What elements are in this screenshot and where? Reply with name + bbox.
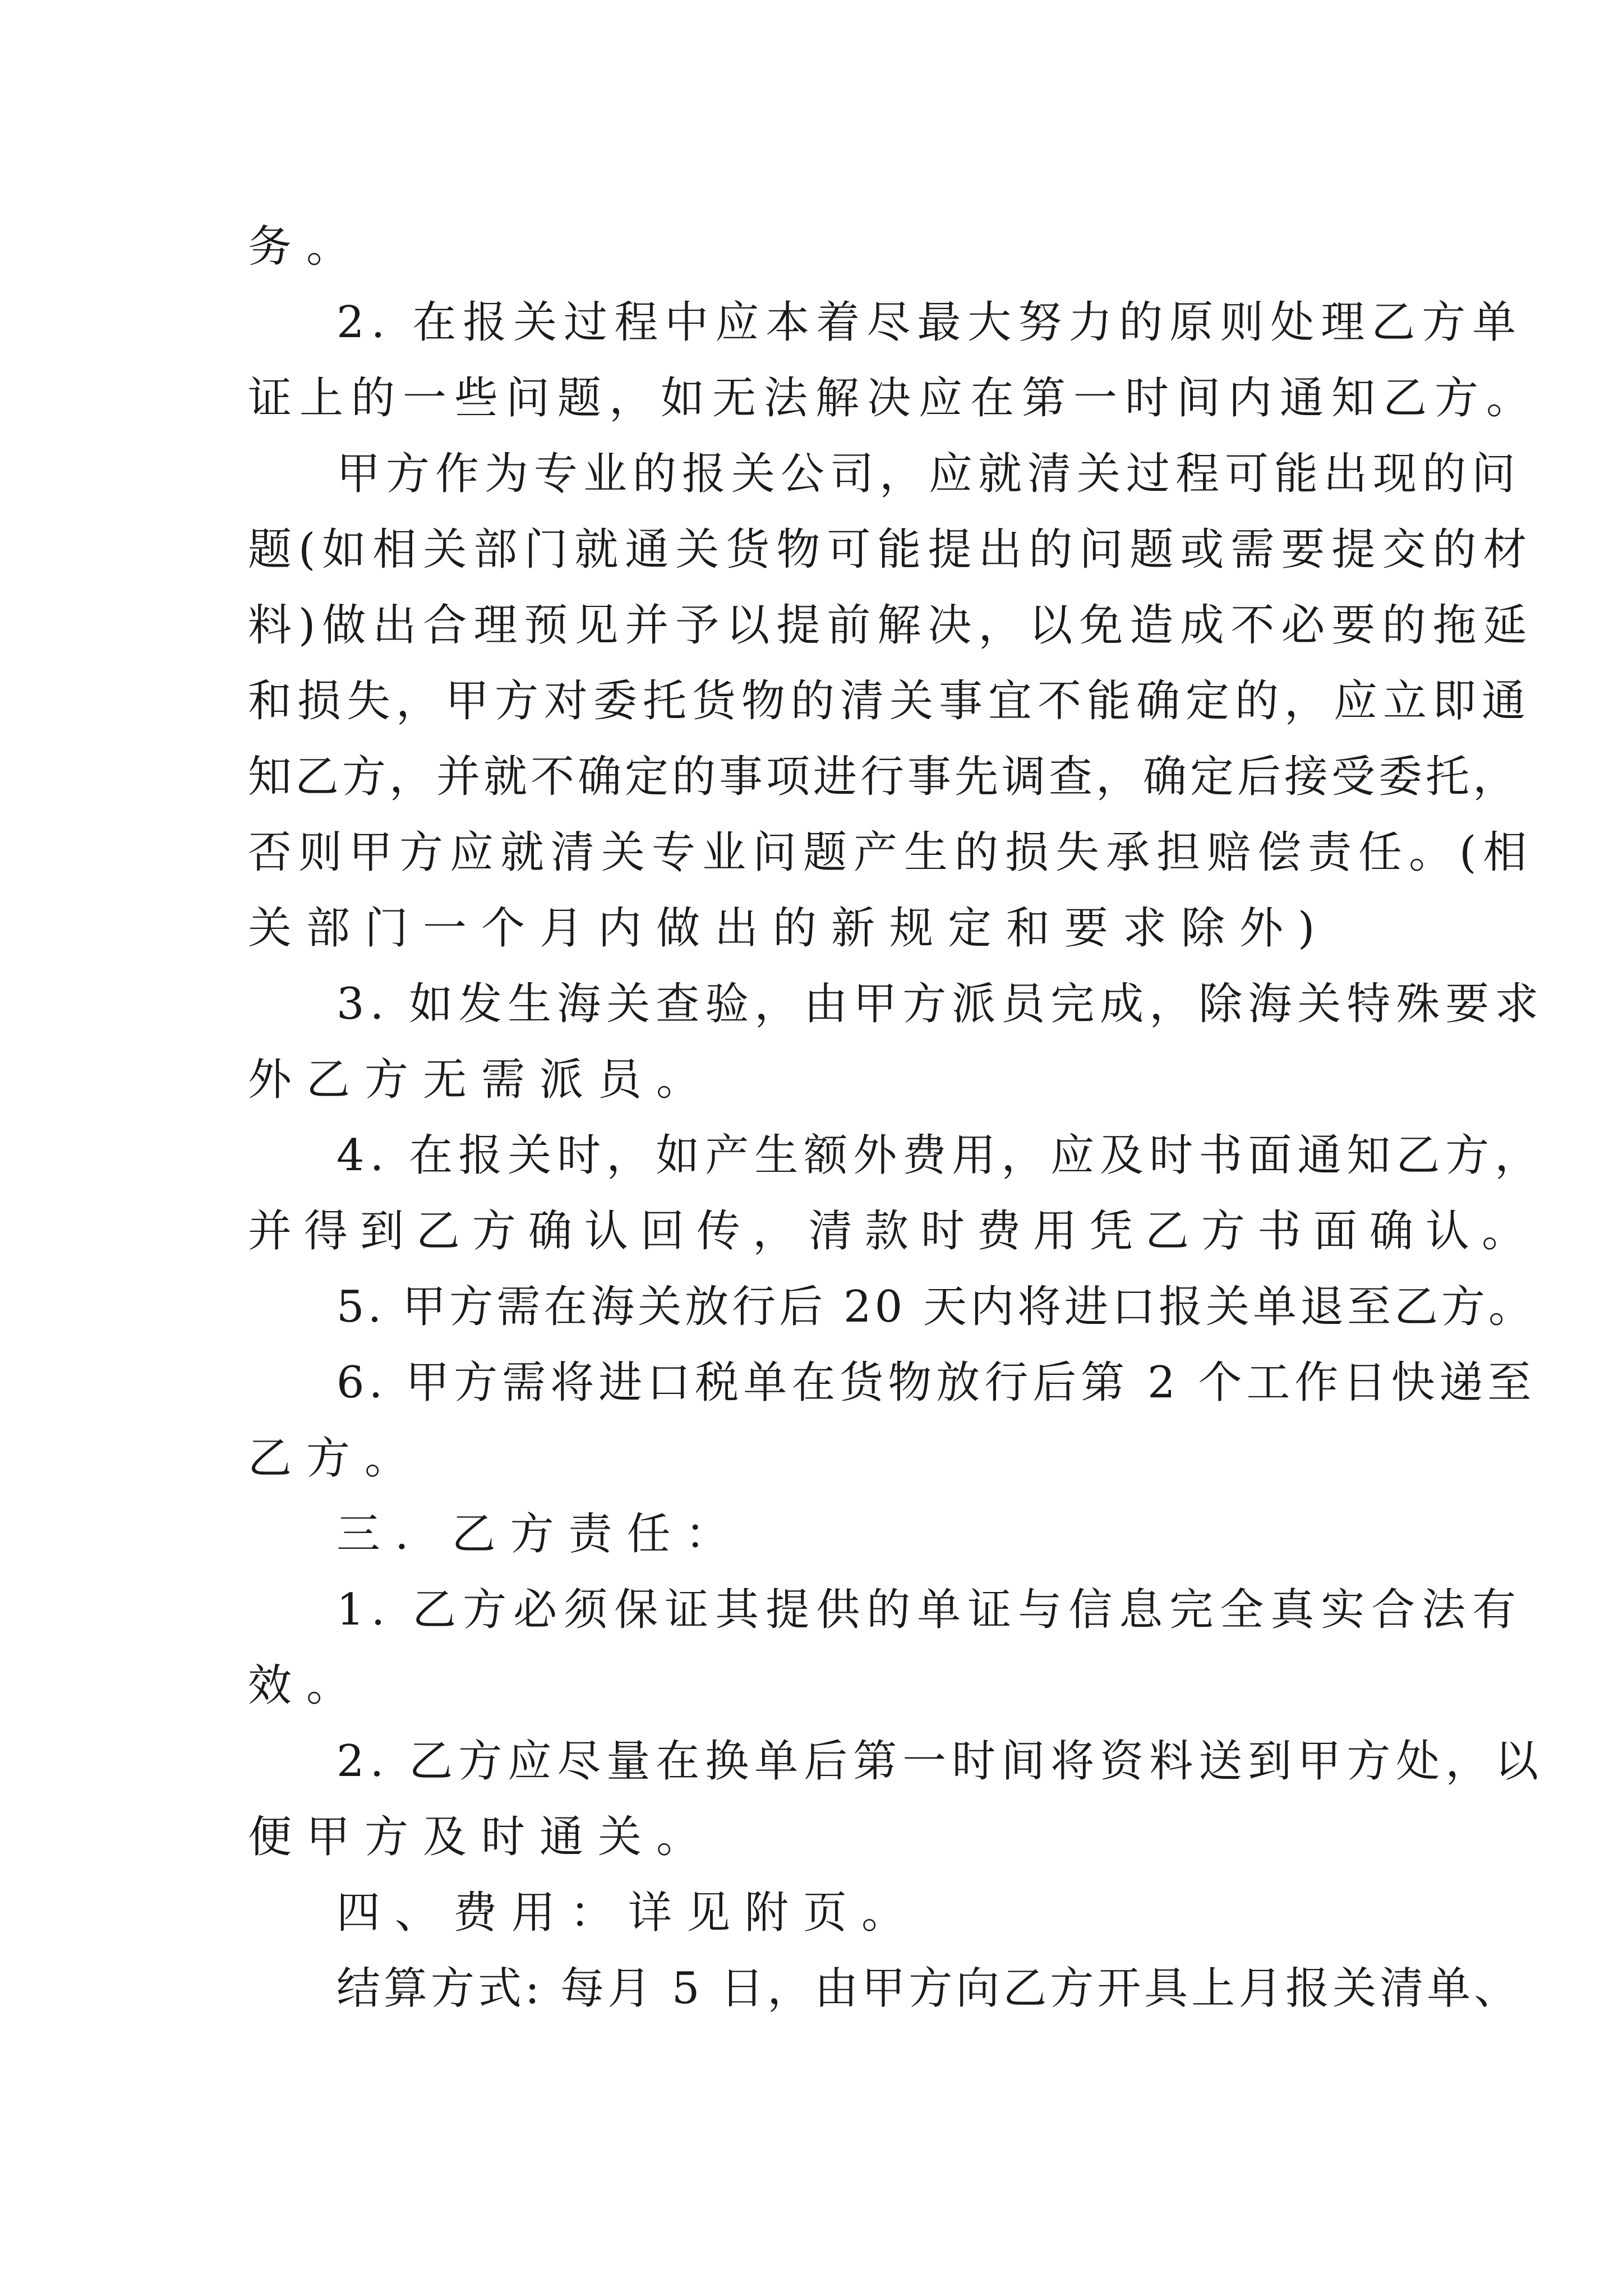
text-line: 5. 甲方需在海关放行后 20 天内将进口报关单退至乙方。	[336, 1282, 1536, 1332]
text-line: 6. 甲方需将进口税单在货物放行后第 2 个工作日快递至	[336, 1358, 1536, 1408]
section-heading: 三. 乙方责任：	[336, 1509, 744, 1559]
text-line: 2. 在报关过程中应本着尽最大努力的原则处理乙方单	[336, 297, 1523, 348]
text-line: 3. 如发生海关查验，由甲方派员完成，除海关特殊要求	[336, 979, 1544, 1029]
text-line: 乙方。	[248, 1433, 423, 1484]
section-heading: 四、费用：详见附页。	[336, 1888, 920, 1938]
text-line: 料)做出合理预见并予以提前解决，以免造成不必要的拖延	[248, 600, 1534, 651]
text-line: 证上的一些问题，如无法解决应在第一时间内通知乙方。	[248, 373, 1538, 424]
text-line: 1. 乙方必须保证其提供的单证与信息完全真实合法有	[336, 1585, 1523, 1635]
text-line: 否则甲方应就清关专业问题产生的损失承担赔偿责任。(相	[248, 827, 1534, 878]
text-line: 并得到乙方确认回传，清款时费用凭乙方书面确认。	[248, 1206, 1538, 1257]
text-line: 和损失，甲方对委托货物的清关事宜不能确定的，应立即通	[248, 676, 1532, 726]
text-line: 务。	[248, 222, 365, 272]
text-line: 结算方式: 每月 5 日，由甲方向乙方开具上月报关清单、	[336, 1963, 1521, 2014]
text-line: 2. 乙方应尽量在换单后第一时间将资料送到甲方处，以	[336, 1736, 1544, 1787]
text-line: 知乙方，并就不确定的事项进行事先调查，确定后接受委托，	[248, 752, 1520, 802]
text-line: 甲方作为专业的报关公司，应就清关过程可能出现的问	[336, 449, 1521, 499]
text-line: 便甲方及时通关。	[248, 1812, 715, 1862]
text-line: 关部门一个月内做出的新规定和要求除外)	[248, 903, 1330, 954]
text-line: 效。	[248, 1660, 365, 1711]
text-line: 外乙方无需派员。	[248, 1055, 715, 1105]
text-line: 题(如相关部门就通关货物可能提出的问题或需要提交的材	[248, 524, 1534, 575]
text-line: 4. 在报关时，如产生额外费用，应及时书面通知乙方，	[336, 1130, 1544, 1181]
